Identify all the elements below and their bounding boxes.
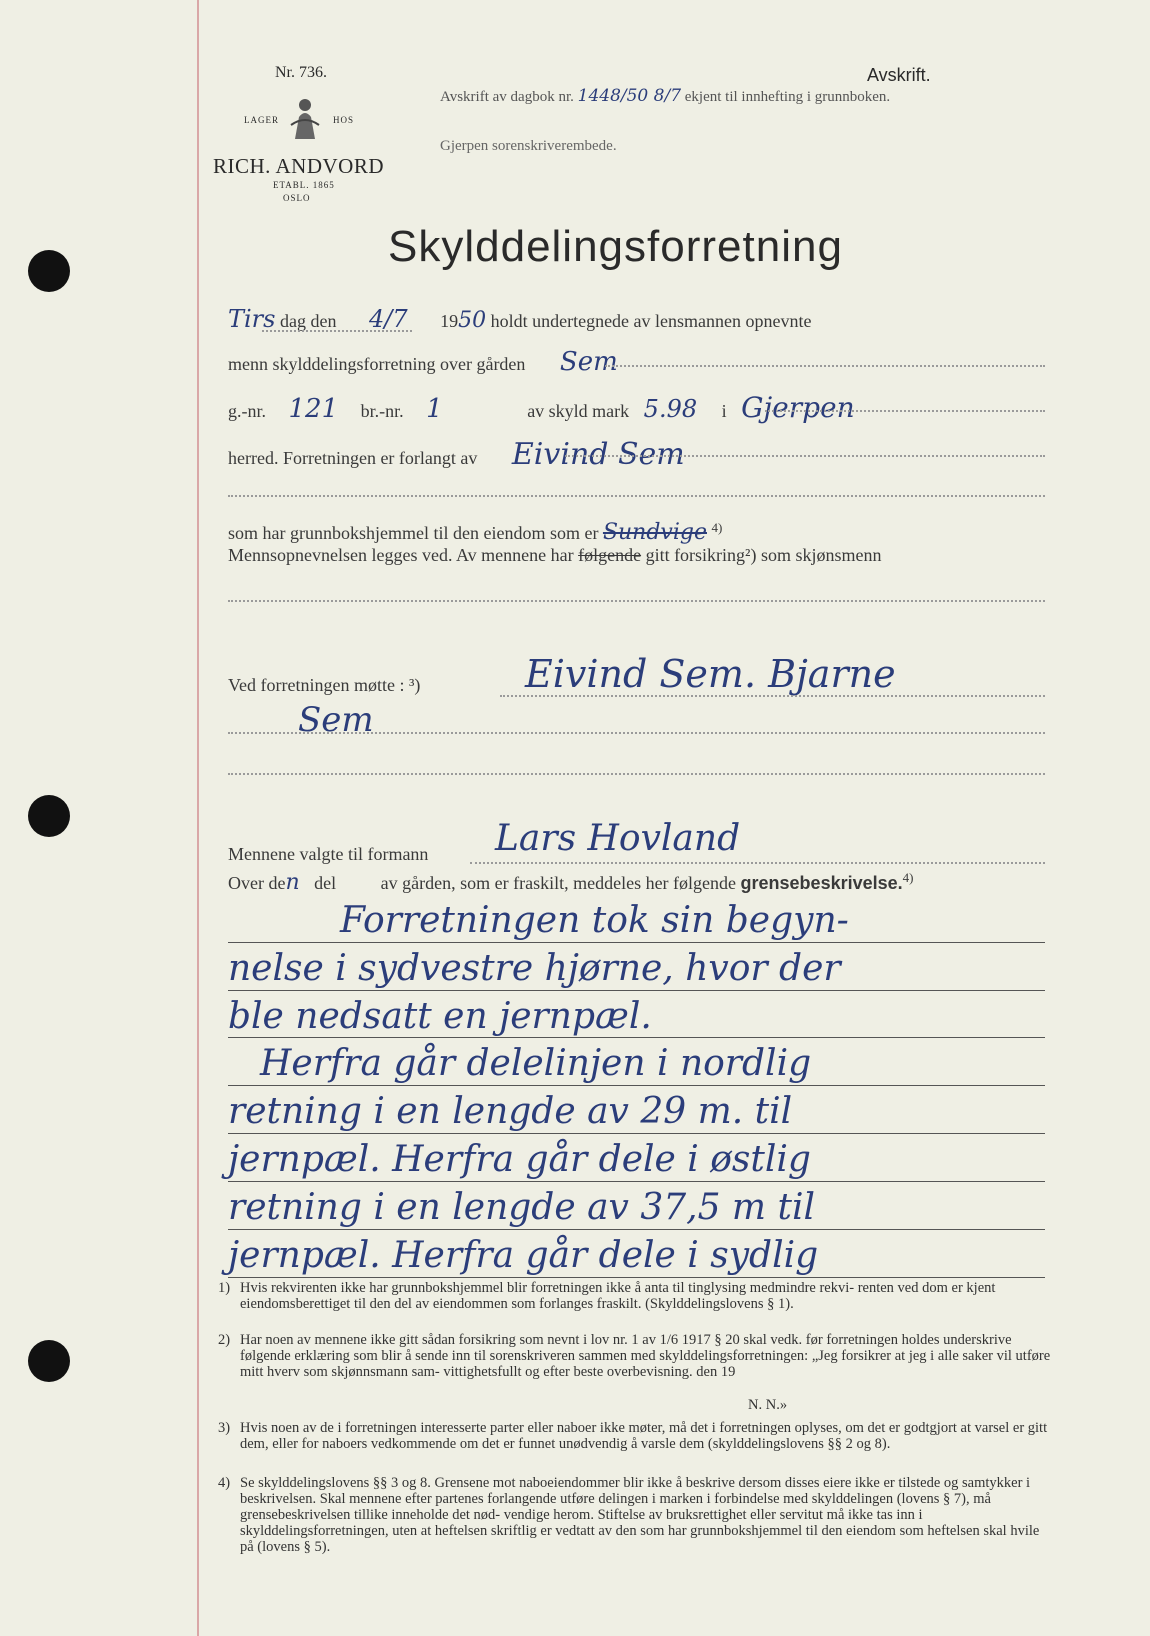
hand-line: nelse i sydvestre hjørne, hvor der [228,948,841,989]
label-gnr: g.-nr. [228,401,266,421]
footnote-text: N. N.» [748,1397,788,1413]
punch-hole [28,250,70,292]
hand-n: n [285,870,300,895]
footnote-text: Har noen av mennene ikke gitt sådan forsikring som nevnt i lov nr. 1 av 1/6 1917 § 20 skal vedk. før forretningen holdes underskrive følgende erklæring som blir å sende inn til sorenskriveren sammen med skylddelingsforretningen: „Jeg forsikrer at jeg i alle saker vil utføre mitt hverv som skjønnsmann sam- vittighetsfullt og efter beste overbevisning. den 19 [240,1332,1051,1380]
dotted-line [470,862,1045,864]
footnote-number: 3) [218,1420,231,1436]
stamp-dagbok-rest: ekjent til innhefting i grunnboken. [684,89,891,105]
label-forlangt-av: herred. Forretningen er forlangt av [228,448,478,468]
label-grunnbokshjemmel: som har grunnbokshjemmel til den eiendom som er [228,523,599,543]
form-line-13 [228,870,913,895]
form-line-1 [228,305,1048,333]
stamp-line-1 [440,86,890,106]
footnote-number: 2) [218,1332,231,1348]
hand-attendees-cont: Sem [298,700,374,740]
hand-line: retning i en lengde av 37,5 m til [228,1187,816,1228]
hand-line: retning i en lengde av 29 m. til [228,1091,793,1132]
ruled-line [228,1277,1045,1278]
dotted-line [228,773,1045,775]
label-bnr: br.-nr. [360,401,404,421]
footnote-text: Hvis noen av de i forretningen interesserte parter eller naboer ikke møter, må det i forretningen oplyses, om det er godtgjort at varsel er gitt dem, eller for naboers vedkommende om det er funnet unødvendig å varsle dem (skylddelingslovens §§ 2 og 8). [240,1420,1048,1452]
label-fraskilt: av gården, som er fraskilt, meddeles her følgende [380,873,737,893]
dotted-line [228,495,1045,497]
dotted-line [228,732,1045,734]
hand-attendees: Eivind Sem. Bjarne [525,652,896,696]
form-number: Nr. 736. [275,64,327,81]
hand-line: Herfra går delelinjen i nordlig [260,1043,812,1084]
label-skyld-mark: av skyld mark [527,401,630,421]
form-line-9 [228,675,420,696]
dotted-line [228,600,1045,602]
label-del: del [314,873,337,893]
label-grensebeskrivelse: grensebeskrivelse. [740,873,903,893]
footnote-number: 1) [218,1280,231,1296]
ruled-line [228,1133,1045,1134]
ruled-line [228,1181,1045,1182]
footnote-ref-4: 4) [711,520,723,535]
hand-place: Gjerpen [741,391,855,424]
hand-struck-word: Sundvige [602,520,707,545]
dotted-line [565,455,1045,457]
label-forsikring: gitt forsikring²) som skjønsmenn [645,545,882,565]
form-line-3 [228,391,855,424]
footnote-3 [218,1420,1052,1452]
hand-mark: 5.98 [643,395,698,423]
hand-line: jernpæl. Herfra går dele i sydlig [228,1235,819,1276]
form-line-2 [228,347,618,377]
punch-hole [28,795,70,837]
margin-line [197,0,199,1636]
struck-folgende: følgende [578,545,642,565]
ruled-line [228,990,1045,991]
footnote-4 [218,1475,1052,1555]
publisher-name: RICH. ANDVORD [213,154,385,178]
footnote-text: Se skylddelingslovens §§ 3 og 8. Grensene mot naboeiendommer blir ikke å beskrive dersom disses eiere ikke er tilstede og samtykker i beskrivelsen. Skal mennene efter partenes forlangende utføre delingen i marken i forbindelse med skylddelingen (lovens § 7), må grensebeskrivelsen tillike inneholde det nød- vendige herom. Stiftelse av bruksrettighet eller servitut må ikke tas inn i skylddelingsforretningen, uten at heftelsen skriftlig er vedtatt av den som har grunnbokshjemmel til den eiendom som heftelsen skal hvile på (lovens § 5). [240,1475,1040,1555]
dotted-line [500,695,1045,697]
hand-chairman: Lars Hovland [495,818,741,859]
hand-requester: Eivind Sem [511,437,685,472]
ruled-line [228,1229,1045,1230]
footnote-ref-4b: 4) [902,870,914,885]
footnote-text: Hvis rekvirenten ikke har grunnbokshjemmel blir forretningen ikke å anta til tinglysing medmindre rekvi- renten ved dom er kjent eiendomsberettiget til den del av eiendommen som forlanges fraskilt. (Skylddelingslovens § 1). [240,1280,996,1312]
dotted-line [262,330,412,332]
stamp-line-2: Gjerpen sorenskriverembede. [440,138,617,154]
footnote-number: 4) [218,1475,231,1491]
punch-hole [28,1340,70,1382]
ruled-line [228,942,1045,943]
stamp-dagbok-label: Avskrift av dagbok nr. [440,89,574,105]
footnote-1 [218,1280,1052,1312]
label-over-de: Over de [228,873,286,893]
hand-bnr: 1 [426,394,443,424]
dotted-line [765,410,1045,412]
stamp-dagbok-number: 1448/50 8/7 [577,86,682,106]
document-title: Skylddelingsforretning [388,222,843,271]
dotted-line [605,365,1045,367]
hand-farm-name: Sem [559,347,618,377]
hand-line: Forretningen tok sin begyn- [340,900,849,941]
hand-gnr: 121 [288,394,339,424]
avskrift-label: Avskrift. [867,65,931,85]
form-line-12 [228,844,428,865]
form-line-6 [228,520,722,545]
label-year-prefix: 19 [440,311,459,331]
hand-line: jernpæl. Herfra går dele i østlig [228,1139,811,1180]
publisher-logo [287,95,323,146]
footnote-2 [218,1332,1052,1380]
hand-date: 4/7 [368,305,408,333]
publisher-established: ETABL. 1865 [273,180,335,190]
label-gaarden: menn skylddelingsforretning over gården [228,354,526,374]
label-i: i [721,401,727,421]
label-formann: Mennene valgte til formann [228,844,429,864]
form-line-7 [228,545,881,566]
label-holdt: holdt undertegnede av lensmannen opnevnte [490,311,812,331]
label-motte: Ved forretningen møtte : ³) [228,675,421,695]
stamp-left-text: LAGER [244,115,279,125]
label-dag-den: dag den [279,311,337,331]
stamp-right-text: HOS [333,115,355,125]
hand-year: 50 [458,308,487,333]
footnote-2-signature [748,1397,828,1413]
publisher-city: OSLO [283,193,311,203]
hand-line: ble nedsatt en jernpæl. [228,996,652,1037]
label-mennsopnevnelsen: Mennsopnevnelsen legges ved. Av mennene har [228,545,574,565]
ruled-line [228,1085,1045,1086]
hand-day: Tirs [228,305,276,333]
ruled-line [228,1037,1045,1038]
